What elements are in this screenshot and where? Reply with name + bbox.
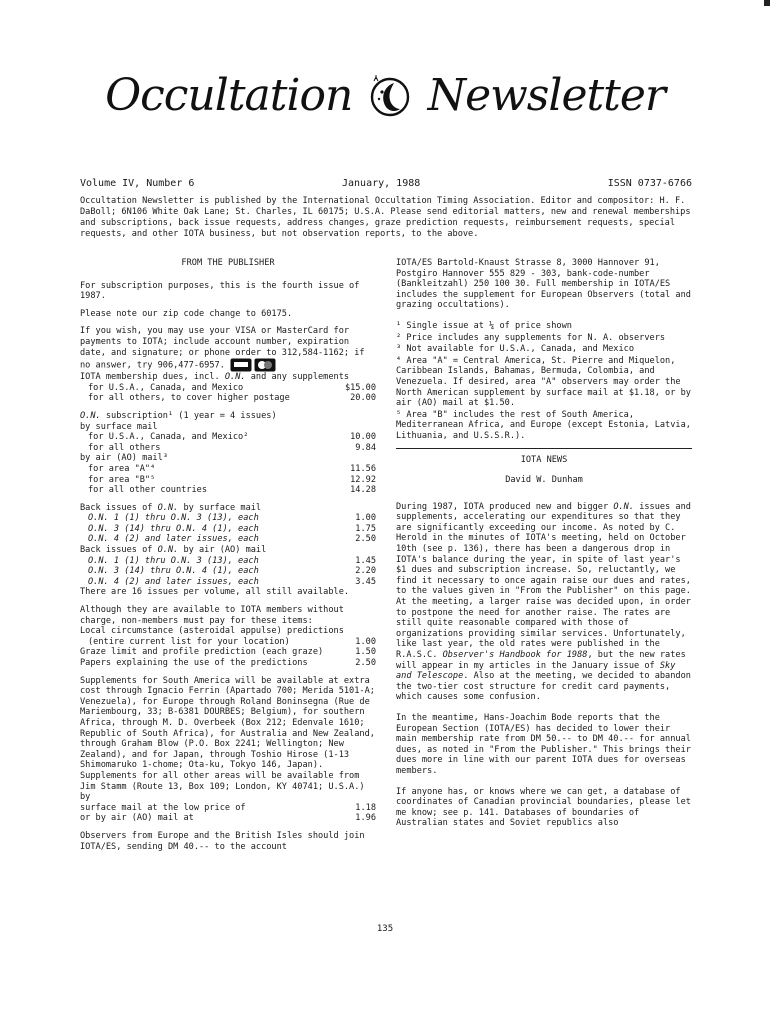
back-issue-row: O.N. 1 (1) thru O.N. 3 (13), each 1.45 <box>88 555 376 566</box>
subscription-title: O.N. subscription¹ (1 year = 4 issues) <box>80 410 277 421</box>
charges-local-label: Local circumstance (asteroidal appulse) predictions <box>80 626 344 637</box>
back-issue-row: O.N. 1 (1) thru O.N. 3 (13), each 1.00 <box>88 513 376 524</box>
news-paragraph: In the meantime, Hans-Joachim Bode reports that the European Section (IOTA/ES) has decided to lower their main membership rate from DM 50.-- to DM 40.-- for annual dues, as noted in "From the Publisher." This brings their dues more in line with our parent IOTA dues for overseas members. <box>396 712 691 776</box>
air-mail-label: by air (AO) mail³ <box>80 453 168 464</box>
issue-info <box>80 178 692 192</box>
footnote: ¹ Single issue at ¼ of price shown <box>396 320 572 331</box>
right-column <box>396 258 692 836</box>
footnote: ³ Not available for U.S.A., Canada, and Mexico <box>396 344 634 355</box>
back-issue-row: O.N. 3 (14) thru O.N. 4 (1), each 2.20 <box>88 566 376 577</box>
back-issues <box>80 503 376 598</box>
charge-row: Papers explaining the use of the predictions 2.50 <box>80 658 376 668</box>
volume-note: There are 16 issues per volume, all still available. <box>80 587 350 598</box>
back-issue-row: O.N. 3 (14) thru O.N. 4 (1), each 1.75 <box>88 523 376 534</box>
back-issue-row: O.N. 4 (2) and later issues, each 3.45 <box>88 576 376 587</box>
rate-row: for all others 9.84 <box>88 442 376 453</box>
footnote: ⁴ Area "A" = Central America, St. Pierre and Miquelon, Caribbean Islands, Bahamas, Bermuda, Colombia, and Venezuela. If desired, area "A" observers may order the North American supplement by surface mail at $1.18, or by air (AO) mail at $1.50. <box>396 355 691 409</box>
footnote: ⁵ Area "B" includes the rest of South America, Mediterranean Africa, and Europe (except Estonia, Latvia, Lithuania, and U.S.S.R.). <box>396 409 691 441</box>
back-issues-air-title: Back issues of O.N. by air (AO) mail <box>80 545 267 556</box>
masthead-title-left: Occultation <box>105 70 353 121</box>
publisher-paragraph: For subscription purposes, this is the fourth issue of 1987. <box>80 280 360 302</box>
dues-row: for all others, to cover higher postage 20.00 <box>88 393 376 404</box>
supplement-row: or by air (AO) mail at 1.96 <box>80 813 376 824</box>
masthead-title-right: Newsletter <box>427 70 665 121</box>
footnote: ² Price includes any supplements for N. A. observers <box>396 332 666 343</box>
news-paragraph: If anyone has, or knows where we can get, a database of coordinates of Canadian provincial boundaries, please let me know; see p. 141. Databases of boundaries of Australian states and Soviet republics also <box>396 786 691 829</box>
charge-row: (entire current list for your location) 1.00 <box>88 636 376 647</box>
scan-corner-mark <box>764 0 770 6</box>
dues-row: for U.S.A., Canada, and Mexico $15.00 <box>88 382 376 393</box>
back-issues-surface-title: Back issues of O.N. by surface mail <box>80 502 262 513</box>
surface-mail-label: by surface mail <box>80 421 158 432</box>
dues-title: IOTA membership dues, incl. O.N. and any supplements <box>80 372 350 383</box>
publisher-paragraph: Please note our zip code change to 60175. <box>80 308 293 319</box>
charges-intro: Although they are available to IOTA members without charge, non-members must pay for these items: <box>80 605 344 626</box>
left-column <box>80 258 376 859</box>
publisher-paragraph <box>80 326 376 372</box>
news-author: David W. Dunham <box>505 475 583 486</box>
credit-card-icon <box>230 358 276 372</box>
membership-dues <box>80 372 376 404</box>
observers-paragraph: Observers from Europe and the British Isles should join IOTA/ES, sending DM 40.-- to the account <box>80 830 365 852</box>
rate-row: for U.S.A., Canada, and Mexico² 10.00 <box>88 432 376 443</box>
news-heading: IOTA NEWS <box>520 454 568 465</box>
supplements-paragraph: Supplements for South America will be available at extra cost through Ignacio Ferrin (Apartado 700; Merida 5101-A; Venezuela), for Europe through Roland Boninsegna (Rue de Mariembourg, 33; B-6381 DOURBES; Belgium), for southern Africa, through M. D. Overbeek (Box 212; Edenvale 1610; Republic of South Africa), for Australia and New Zealand, through Graham Blow (P.O. Box 2241; Wellington; New Zealand), and for Japan, through Toshio Hirose (1-13 Shimomaruko 1-chome; Ota-ku, Tokyo 146, Japan). Supplements for all other areas will be available from Jim Stamm (Route 13, Box 109; London, KY 40741; U.S.A.) by surface mail at the low price of 1.18 or by air (AO) mail at 1.96 <box>80 675 376 824</box>
volume-number: Volume IV, Number 6 <box>80 178 195 189</box>
subscription-rates <box>80 411 376 496</box>
supplement-row: surface mail at the low price of 1.18 <box>80 802 376 813</box>
moon-logo-icon <box>366 72 414 120</box>
rate-row: for area "B"⁵ 12.92 <box>88 474 376 485</box>
publication-intro: Occultation Newsletter is published by the International Occultation Timing Association. Editor and compositor: H. F. DaBoll; 6N106 White Oak Lane; St. Charles, IL 60175; U.S.A. Please send editorial matters, new and renewal memberships and subscriptions, back issue requests, address changes, graze prediction requests, reimbursement requests, special requests, and other IOTA business, but not observation reports, to the above. <box>80 196 691 239</box>
masthead <box>0 70 770 140</box>
page-number: 135 <box>376 924 394 934</box>
charge-row: Graze limit and profile prediction (each graze) 1.50 <box>80 647 376 658</box>
publisher-heading: FROM THE PUBLISHER <box>181 258 275 268</box>
section-divider <box>396 448 692 449</box>
issue-date: January, 1988 <box>342 178 421 189</box>
news-paragraph: During 1987, IOTA produced new and bigger O.N. issues and supplements, accelerating our expenditures so that they are significantly exceeding our income. As noted by C. Herold in the minutes of IOTA's meeting, held on October 10th (see p. 136), there has been a dangerous drop in IOTA's balance during the year, in spite of last year's $1 dues and subscription increase. So, reluctantly, we find it necessary to once again raise our dues and rates, to the values given in "From the Publisher" on this page. At the meeting, a larger raise was decided upon, in order to postpone the need for another raise. The rates are still quite reasonable compared with those of organizations providing similar services. Unfortunately, like last year, the old rates were published in the R.A.S.C. Observer's Handbook for 1988, but the new rates will appear in my articles in the January issue of Sky and Telescope. Also at the meeting, we decided to abandon the two-tier cost structure for credit card payments, which causes some confusion. <box>396 501 691 703</box>
rate-row: for all other countries 14.28 <box>88 485 376 496</box>
rate-row: for area "A"⁴ 11.56 <box>88 463 376 474</box>
footnotes <box>396 321 692 442</box>
non-member-charges <box>80 605 376 669</box>
iota-es-paragraph: IOTA/ES Bartold-Knaust Strasse 8, 3000 Hannover 91, Postgiro Hannover 555 829 - 303, bank-code-number (Bankleitzahl) 250 100 30. Full membership in IOTA/ES includes the supplement for European Observers (total and grazing occultations). <box>396 258 691 311</box>
credit-card-text: If you wish, you may use your VISA or MasterCard for payments to IOTA; include account number, expiration date, and signature; or phone order to 312,584-1162; if no answer, try 906,477-6957. <box>80 326 365 371</box>
issn: ISSN 0737-6766 <box>607 178 692 189</box>
back-issue-row: O.N. 4 (2) and later issues, each 2.50 <box>88 534 376 545</box>
